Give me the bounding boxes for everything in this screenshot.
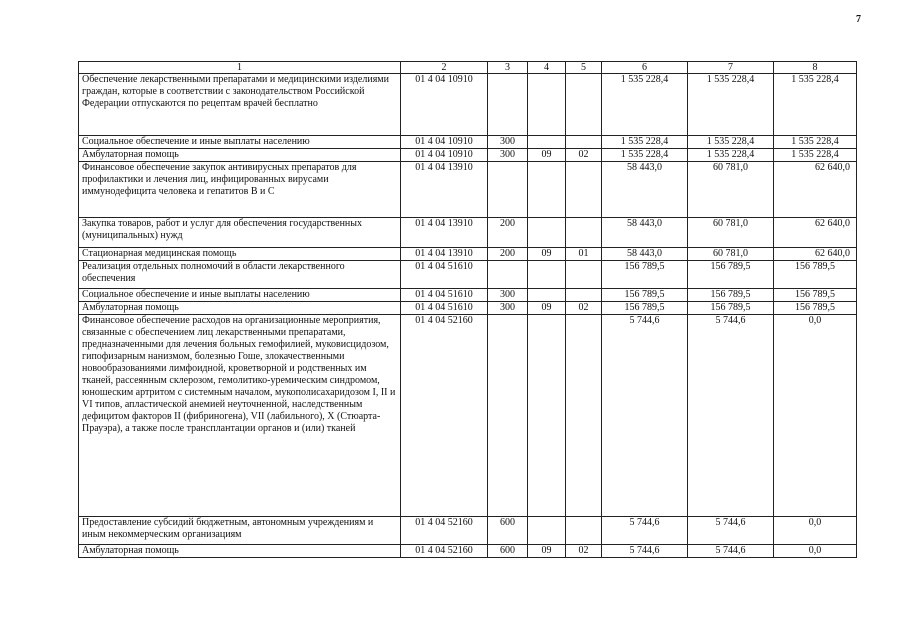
- amount-col6: 58 443,0: [602, 248, 688, 261]
- amount-col6: 1 535 228,4: [602, 74, 688, 136]
- expense-type: [488, 315, 528, 517]
- section-code: 09: [528, 149, 566, 162]
- expense-type: 600: [488, 545, 528, 558]
- amount-col6: 156 789,5: [602, 302, 688, 315]
- row-name: Предоставление субсидий бюджетным, автономным учреждениям и иным некоммерческим организациям: [79, 517, 401, 545]
- subsection-code: 02: [566, 545, 602, 558]
- budget-table: [78, 61, 857, 558]
- row-name: Финансовое обеспечение закупок антивирусных препаратов для профилактики и лечения лиц, инфицированных вирусами иммунодефицита человека и гепатитов В и С: [79, 162, 401, 218]
- column-header: 7: [688, 62, 774, 74]
- table-row: [79, 248, 857, 261]
- amount-col8: 62 640,0: [774, 162, 857, 218]
- amount-col6: 5 744,6: [602, 517, 688, 545]
- column-header: 8: [774, 62, 857, 74]
- amount-col8: 156 789,5: [774, 302, 857, 315]
- subsection-code: [566, 289, 602, 302]
- row-name: Амбулаторная помощь: [79, 545, 401, 558]
- subsection-code: 02: [566, 302, 602, 315]
- amount-col8: 1 535 228,4: [774, 136, 857, 149]
- subsection-code: [566, 517, 602, 545]
- amount-col6: 5 744,6: [602, 545, 688, 558]
- expense-type: [488, 162, 528, 218]
- subsection-code: [566, 162, 602, 218]
- row-name: Обеспечение лекарственными препаратами и медицинскими изделиями граждан, которые в соответствии с законодательством Российской Федерации отпускаются по рецептам врачей бесплатно: [79, 74, 401, 136]
- subsection-code: 01: [566, 248, 602, 261]
- amount-col8: 156 789,5: [774, 261, 857, 289]
- amount-col6: 156 789,5: [602, 289, 688, 302]
- target-code: 01 4 04 13910: [401, 248, 488, 261]
- amount-col6: 156 789,5: [602, 261, 688, 289]
- table-row: [79, 162, 857, 218]
- expense-type: [488, 74, 528, 136]
- section-code: [528, 218, 566, 248]
- row-name: Амбулаторная помощь: [79, 302, 401, 315]
- amount-col6: 1 535 228,4: [602, 136, 688, 149]
- amount-col7: 156 789,5: [688, 261, 774, 289]
- amount-col7: 1 535 228,4: [688, 149, 774, 162]
- section-code: [528, 261, 566, 289]
- section-code: [528, 517, 566, 545]
- amount-col7: 156 789,5: [688, 302, 774, 315]
- amount-col6: 58 443,0: [602, 162, 688, 218]
- amount-col6: 58 443,0: [602, 218, 688, 248]
- subsection-code: 02: [566, 149, 602, 162]
- expense-type: 200: [488, 248, 528, 261]
- amount-col8: 62 640,0: [774, 248, 857, 261]
- row-name: Социальное обеспечение и иные выплаты населению: [79, 289, 401, 302]
- amount-col7: 156 789,5: [688, 289, 774, 302]
- table-row: [79, 136, 857, 149]
- amount-col8: 1 535 228,4: [774, 74, 857, 136]
- amount-col6: 1 535 228,4: [602, 149, 688, 162]
- amount-col7: 5 744,6: [688, 517, 774, 545]
- target-code: 01 4 04 13910: [401, 162, 488, 218]
- expense-type: [488, 261, 528, 289]
- row-name: Социальное обеспечение и иные выплаты населению: [79, 136, 401, 149]
- section-code: 09: [528, 545, 566, 558]
- section-code: 09: [528, 248, 566, 261]
- subsection-code: [566, 136, 602, 149]
- subsection-code: [566, 261, 602, 289]
- row-name: Финансовое обеспечение расходов на организационные мероприятия, связанные с обеспечением лиц лекарственными препаратами, предназначенными для лечения больных гемофилией, муковисцидозом, гипофизарным нанизмом, болезнью Гоше, злокачественными новообразованиями лимфоидной, кроветворной и родственных им тканей, рассеянным склерозом, гемолитико-уремическим синдромом, юношеским артритом с системным началом, мукополисахаридозом I, II и VI типов, апластической анемией неуточненной, наследственным дефицитом факторов II (фибриногена), VII (лабильного), X (Стюарта-Прауэра), а также после трансплантации органов и (или) тканей: [79, 315, 401, 517]
- expense-type: 200: [488, 218, 528, 248]
- target-code: 01 4 04 10910: [401, 74, 488, 136]
- amount-col6: 5 744,6: [602, 315, 688, 517]
- expense-type: 300: [488, 136, 528, 149]
- amount-col7: 5 744,6: [688, 315, 774, 517]
- subsection-code: [566, 74, 602, 136]
- table-row: [79, 315, 857, 517]
- table-row: [79, 218, 857, 248]
- amount-col8: 0,0: [774, 545, 857, 558]
- amount-col7: 5 744,6: [688, 545, 774, 558]
- row-name: Реализация отдельных полномочий в области лекарственного обеспечения: [79, 261, 401, 289]
- subsection-code: [566, 218, 602, 248]
- target-code: 01 4 04 52160: [401, 315, 488, 517]
- amount-col8: 62 640,0: [774, 218, 857, 248]
- section-code: [528, 162, 566, 218]
- row-name: Амбулаторная помощь: [79, 149, 401, 162]
- subsection-code: [566, 315, 602, 517]
- section-code: 09: [528, 302, 566, 315]
- column-header: 2: [401, 62, 488, 74]
- amount-col7: 60 781,0: [688, 218, 774, 248]
- column-header: 4: [528, 62, 566, 74]
- page-number: 7: [856, 14, 861, 25]
- column-header: 5: [566, 62, 602, 74]
- target-code: 01 4 04 51610: [401, 261, 488, 289]
- amount-col7: 60 781,0: [688, 162, 774, 218]
- expense-type: 300: [488, 149, 528, 162]
- column-header: 1: [79, 62, 401, 74]
- amount-col8: 156 789,5: [774, 289, 857, 302]
- table-row: [79, 302, 857, 315]
- amount-col7: 60 781,0: [688, 248, 774, 261]
- expense-type: 300: [488, 289, 528, 302]
- amount-col8: 0,0: [774, 315, 857, 517]
- target-code: 01 4 04 51610: [401, 289, 488, 302]
- section-code: [528, 74, 566, 136]
- section-code: [528, 315, 566, 517]
- target-code: 01 4 04 10910: [401, 149, 488, 162]
- table-row: [79, 289, 857, 302]
- row-name: Стационарная медицинская помощь: [79, 248, 401, 261]
- section-code: [528, 289, 566, 302]
- section-code: [528, 136, 566, 149]
- header-row: [79, 62, 857, 74]
- expense-type: 300: [488, 302, 528, 315]
- amount-col7: 1 535 228,4: [688, 74, 774, 136]
- row-name: Закупка товаров, работ и услуг для обеспечения государственных (муниципальных) нужд: [79, 218, 401, 248]
- target-code: 01 4 04 10910: [401, 136, 488, 149]
- amount-col8: 1 535 228,4: [774, 149, 857, 162]
- target-code: 01 4 04 13910: [401, 218, 488, 248]
- target-code: 01 4 04 52160: [401, 517, 488, 545]
- column-header: 3: [488, 62, 528, 74]
- amount-col8: 0,0: [774, 517, 857, 545]
- expense-type: 600: [488, 517, 528, 545]
- table-row: [79, 74, 857, 136]
- table-row: [79, 545, 857, 558]
- column-header: 6: [602, 62, 688, 74]
- table-row: [79, 149, 857, 162]
- table-row: [79, 517, 857, 545]
- target-code: 01 4 04 51610: [401, 302, 488, 315]
- table-row: [79, 261, 857, 289]
- target-code: 01 4 04 52160: [401, 545, 488, 558]
- amount-col7: 1 535 228,4: [688, 136, 774, 149]
